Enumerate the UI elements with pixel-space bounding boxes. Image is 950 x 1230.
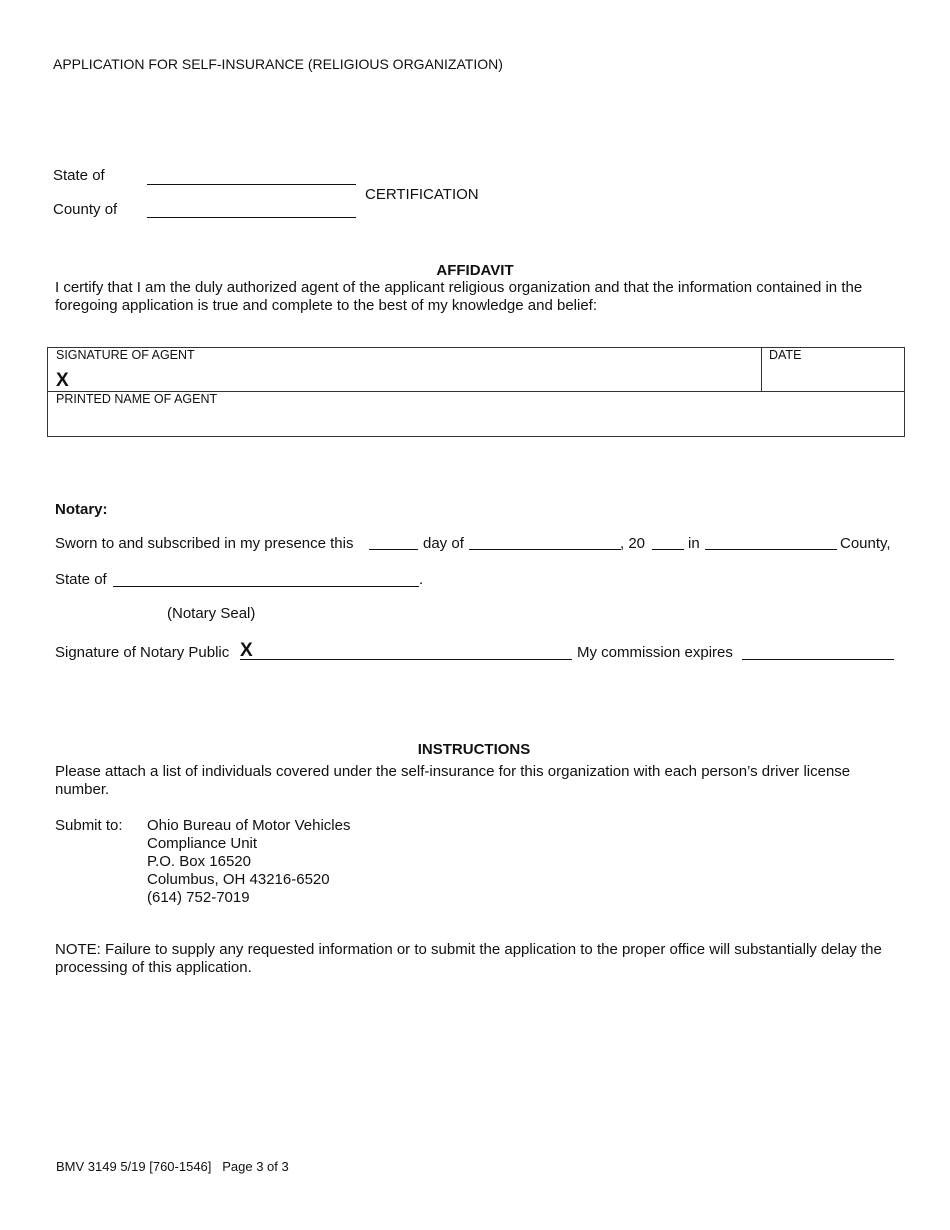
- affidavit-text: I certify that I am the duly authorized agent of the applicant religious organization and that the information contained in the foregoing application is true and complete to the best of my knowledge and belief:: [55, 279, 863, 314]
- notary-signature-line[interactable]: [240, 659, 572, 660]
- agent-signature-table: [47, 347, 905, 437]
- submit-address: [147, 817, 350, 907]
- submit-to-label: Submit to:: [55, 817, 123, 834]
- printed-name-field[interactable]: [52, 408, 900, 434]
- form-id: BMV 3149 5/19 [760-1546]: [56, 1159, 212, 1174]
- certification-title: CERTIFICATION: [365, 186, 479, 203]
- signature-of-agent-field[interactable]: [78, 362, 756, 390]
- address-line: Ohio Bureau of Motor Vehicles: [147, 817, 351, 834]
- instructions-text: Please attach a list of individuals covered under the self-insurance for this organization with each person’s driver license number.: [55, 763, 851, 798]
- commission-input-line[interactable]: [742, 659, 894, 660]
- notary-title: Notary:: [55, 501, 108, 518]
- state-period: .: [419, 571, 424, 588]
- sworn-text: Sworn to and subscribed in my presence this: [55, 535, 354, 552]
- notary-signature-x-mark: X: [240, 640, 253, 661]
- signature-x-mark: X: [56, 370, 69, 391]
- address-line: (614) 752-7019: [147, 889, 250, 906]
- page-number: Page 3 of 3: [222, 1159, 289, 1174]
- notary-signature-label: Signature of Notary Public: [55, 644, 230, 661]
- notary-seal: (Notary Seal): [167, 605, 256, 622]
- address-line: P.O. Box 16520: [147, 853, 251, 870]
- year-input-line[interactable]: [652, 549, 684, 550]
- address-line: Compliance Unit: [147, 835, 258, 852]
- county-label: County,: [840, 535, 891, 552]
- notary-state-input-line[interactable]: [113, 586, 419, 587]
- printed-name-label: PRINTED NAME OF AGENT: [56, 392, 218, 406]
- day-of-label: day of: [423, 535, 464, 552]
- county-label: County of: [53, 201, 118, 218]
- state-input-line[interactable]: [147, 184, 356, 185]
- state-label: State of: [53, 167, 105, 184]
- signature-of-agent-label: SIGNATURE OF AGENT: [56, 348, 195, 362]
- month-input-line[interactable]: [469, 549, 621, 550]
- commission-label: My commission expires: [577, 644, 733, 661]
- form-number: [56, 1159, 289, 1174]
- county-input-line[interactable]: [147, 217, 356, 218]
- note-text: NOTE: Failure to supply any requested information or to submit the application to the proper office will substantially delay the processing of this application.: [55, 941, 882, 976]
- date-label: DATE: [769, 348, 802, 362]
- date-divider: [761, 348, 762, 392]
- day-input-line[interactable]: [369, 549, 418, 550]
- year-prefix: , 20: [620, 535, 646, 552]
- instructions-title: INSTRUCTIONS: [417, 741, 531, 758]
- date-field[interactable]: [764, 362, 902, 390]
- in-label: in: [688, 535, 700, 552]
- affidavit-title: AFFIDAVIT: [436, 262, 514, 279]
- notary-state-label: State of: [55, 571, 107, 588]
- address-line: Columbus, OH 43216-6520: [147, 871, 330, 888]
- form-title: APPLICATION FOR SELF-INSURANCE (RELIGIOUS ORGANIZATION): [53, 56, 503, 72]
- county-input-line[interactable]: [705, 549, 837, 550]
